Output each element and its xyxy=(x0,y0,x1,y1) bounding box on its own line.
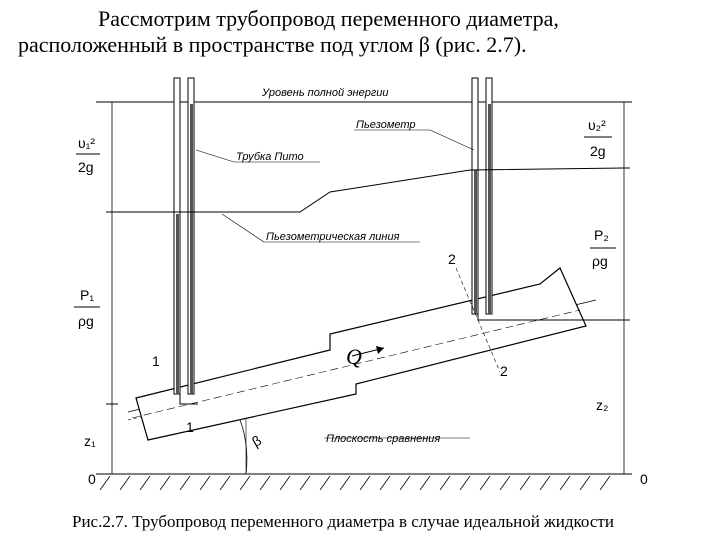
g2-right-label: 2g xyxy=(590,143,606,159)
left-tubes xyxy=(174,78,198,404)
p1-label: P₁ xyxy=(80,287,95,303)
section-1-bottom-label: 1 xyxy=(186,419,194,435)
section-1-top-label: 1 xyxy=(152,353,160,369)
g2-left-label: 2g xyxy=(78,159,94,175)
u1-label: υ₁² xyxy=(78,135,96,151)
comparison-plane-label: Плоскость сравнения xyxy=(326,433,441,445)
p2-label: P₂ xyxy=(594,227,609,243)
piezometer-label: Пьезометр xyxy=(356,119,416,131)
heading-line-2: расположенный в пространстве под углом β (рис. 2.7). xyxy=(18,32,527,57)
pitot-tube-label: Трубка Пито xyxy=(236,151,304,163)
z2-label: z₂ xyxy=(596,397,609,413)
piezometer-pointer xyxy=(430,130,474,150)
rho-g-left-label: ρg xyxy=(78,313,94,329)
pipeline-diagram xyxy=(0,62,720,502)
piezometric-pointer xyxy=(222,214,264,242)
heading-line-1: Рассмотрим трубопровод переменного диаметра, xyxy=(98,6,559,31)
energy-level-label: Уровень полной энергии xyxy=(262,87,389,99)
q-label: Q xyxy=(346,344,362,369)
piezometric-line-label: Пьезометрическая линия xyxy=(266,231,400,243)
zero-right-label: 0 xyxy=(640,471,648,487)
ground-hatching xyxy=(100,476,610,490)
u2-label: υ₂² xyxy=(588,117,606,133)
right-tubes xyxy=(472,78,500,320)
beta-label: β xyxy=(249,431,265,450)
z1-label: z₁ xyxy=(84,433,96,449)
rho-g-right-label: ρg xyxy=(592,253,608,269)
figure-caption: Рис.2.7. Трубопровод переменного диаметра в случае идеальной жидкости xyxy=(72,512,614,531)
section-2-bottom-label: 2 xyxy=(500,363,508,379)
zero-left-label: 0 xyxy=(88,471,96,487)
pitot-pointer xyxy=(196,150,234,162)
section-2-top-label: 2 xyxy=(448,251,456,267)
heading-text xyxy=(0,6,720,58)
